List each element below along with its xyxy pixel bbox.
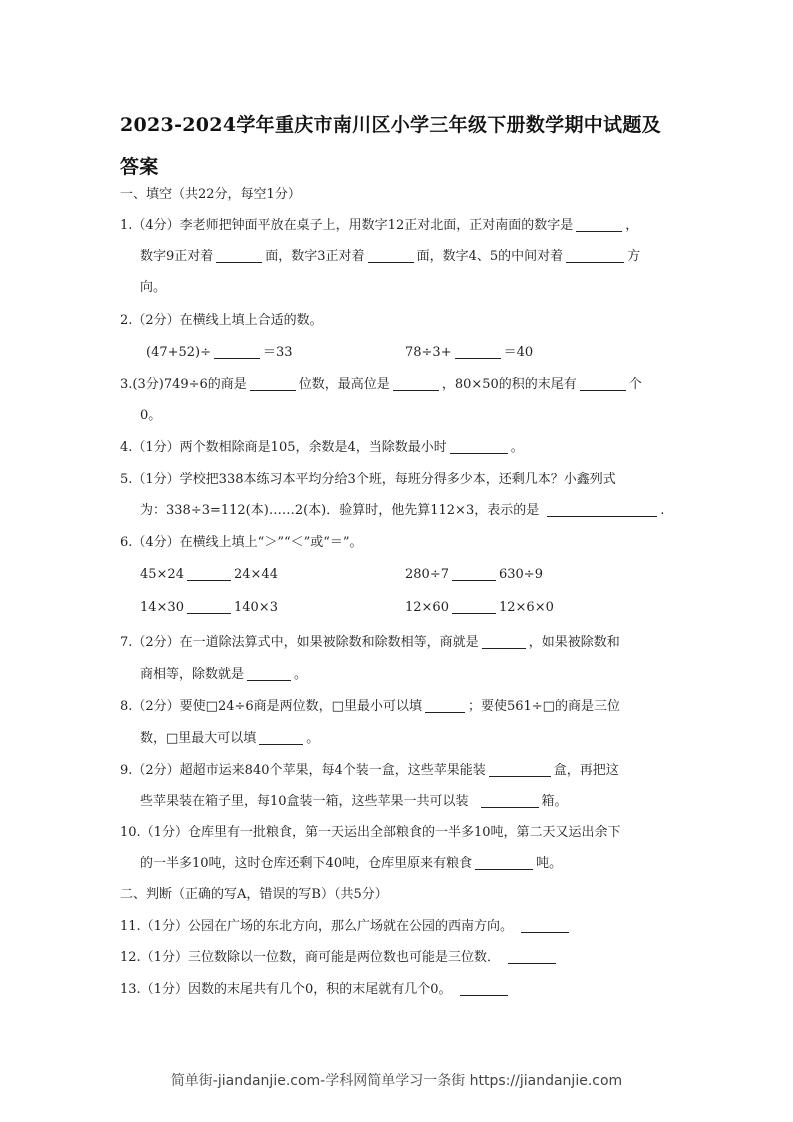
answer-blank[interactable]	[475, 855, 533, 870]
question-13-line-1: 13.（1分）因数的末尾共有几个0，积的末尾就有几个0。	[120, 980, 511, 1000]
question-1-line-2: 数字9正对着 面，数字3正对着 面，数字4、5的中间对着 方	[140, 249, 641, 264]
question-5-line-1: 5.（1分）学校把338本练习本平均分给3个班，每班分得多少本，还剩几本？小鑫列式	[120, 472, 616, 487]
page-footer-watermark: 简单街-jiandanjie.com-学科网简单学习一条街 https://jiandanjie.com	[170, 1073, 623, 1089]
question-6-row-1-left: 45×24 24×44	[140, 567, 278, 582]
answer-blank[interactable]	[425, 698, 465, 713]
question-3-line-2: 0。	[140, 408, 162, 423]
answer-blank[interactable]	[250, 376, 296, 391]
question-11-line-1: 11.（1分）公园在广场的东北方向，那么广场就在公园的西南方向。	[120, 917, 572, 937]
question-2-left-expression: (47+52)÷ ＝33	[146, 345, 293, 360]
question-9-line-2: 些苹果装在箱子里，每10盒装一箱，这些苹果一共可以装 箱。	[140, 794, 568, 809]
answer-blank[interactable]	[214, 344, 260, 359]
answer-blank[interactable]	[368, 248, 414, 263]
answer-blank[interactable]	[247, 666, 291, 681]
question-4-line-1: 4.（1分）两个数相除商是105，余数是4，当除数最小时 。	[120, 440, 524, 455]
question-7-line-1: 7.（2分）在一道除法算式中，如果被除数和除数相等，商就是 ，如果被除数和	[120, 635, 620, 650]
question-6-row-1-right: 280÷7 630÷9	[405, 567, 543, 582]
question-5-line-2: 为：338÷3=112(本)……2(本)．验算时，他先算112×3，表示的是 .	[140, 503, 665, 518]
question-10-line-2: 的一半多10吨，这时仓库还剩下40吨，仓库里原来有粮食 吨。	[140, 856, 563, 871]
answer-blank[interactable]	[393, 376, 439, 391]
answer-blank[interactable]	[481, 793, 539, 808]
question-6-line-1: 6.（4分）在横线上填上“＞”“＜”或“＝”。	[120, 535, 363, 550]
answer-blank[interactable]	[187, 599, 231, 614]
question-9-line-1: 9.（2分）超超市运来840个苹果，每4个装一盒，这些苹果能装 盒，再把这	[120, 763, 619, 778]
answer-blank[interactable]	[547, 502, 657, 517]
question-7-line-2: 商相等，除数就是 。	[140, 667, 308, 682]
question-8-line-2: 数，□里最大可以填 。	[140, 731, 320, 746]
answer-blank[interactable]	[580, 376, 626, 391]
question-10-line-1: 10.（1分）仓库里有一批粮食，第一天运出全部粮食的一半多10吨，第二天又运出余下	[120, 825, 621, 840]
answer-blank[interactable]	[566, 248, 624, 263]
question-6-row-2-right: 12×60 12×6×0	[405, 600, 554, 615]
answer-blank[interactable]	[489, 762, 551, 777]
question-2-line-1: 2.（2分）在横线上填上合适的数。	[120, 313, 323, 328]
answer-blank[interactable]	[576, 217, 622, 232]
answer-blank[interactable]	[450, 439, 508, 454]
answer-blank[interactable]	[508, 949, 556, 964]
answer-blank[interactable]	[460, 981, 508, 996]
question-8-line-1: 8.（2分）要使□24÷6商是两位数，□里最小可以填 ；要使561÷□的商是三位	[120, 699, 620, 714]
answer-blank[interactable]	[259, 730, 303, 745]
answer-blank[interactable]	[482, 634, 526, 649]
question-2-right-expression: 78÷3+ ＝40	[405, 345, 534, 360]
question-1-line-1: 1.（4分）李老师把钟面平放在桌子上，用数字12正对北面，正对南面的数字是 ，	[120, 218, 639, 233]
question-3-line-1: 3.(3分)749÷6的商是 位数，最高位是 ，80×50的积的末尾有 个	[120, 377, 642, 392]
answer-blank[interactable]	[455, 344, 501, 359]
answer-blank[interactable]	[452, 599, 496, 614]
section-heading-fill-in: 一、填空（共22分，每空1分）	[120, 187, 301, 202]
question-12-line-1: 12.（1分）三位数除以一位数，商可能是两位数也可能是三位数．	[120, 948, 559, 968]
section-heading-true-false: 二、判断（正确的写A，错误的写B）（共5分）	[120, 887, 388, 902]
question-6-row-2-left: 14×30 140×3	[140, 600, 278, 615]
question-1-line-3: 向。	[140, 280, 167, 295]
answer-blank[interactable]	[216, 248, 262, 263]
page-title: 2023-2024学年重庆市南川区小学三年级下册数学期中试题及答案	[120, 114, 661, 178]
answer-blank[interactable]	[452, 566, 496, 581]
answer-blank[interactable]	[187, 566, 231, 581]
answer-blank[interactable]	[521, 918, 569, 933]
